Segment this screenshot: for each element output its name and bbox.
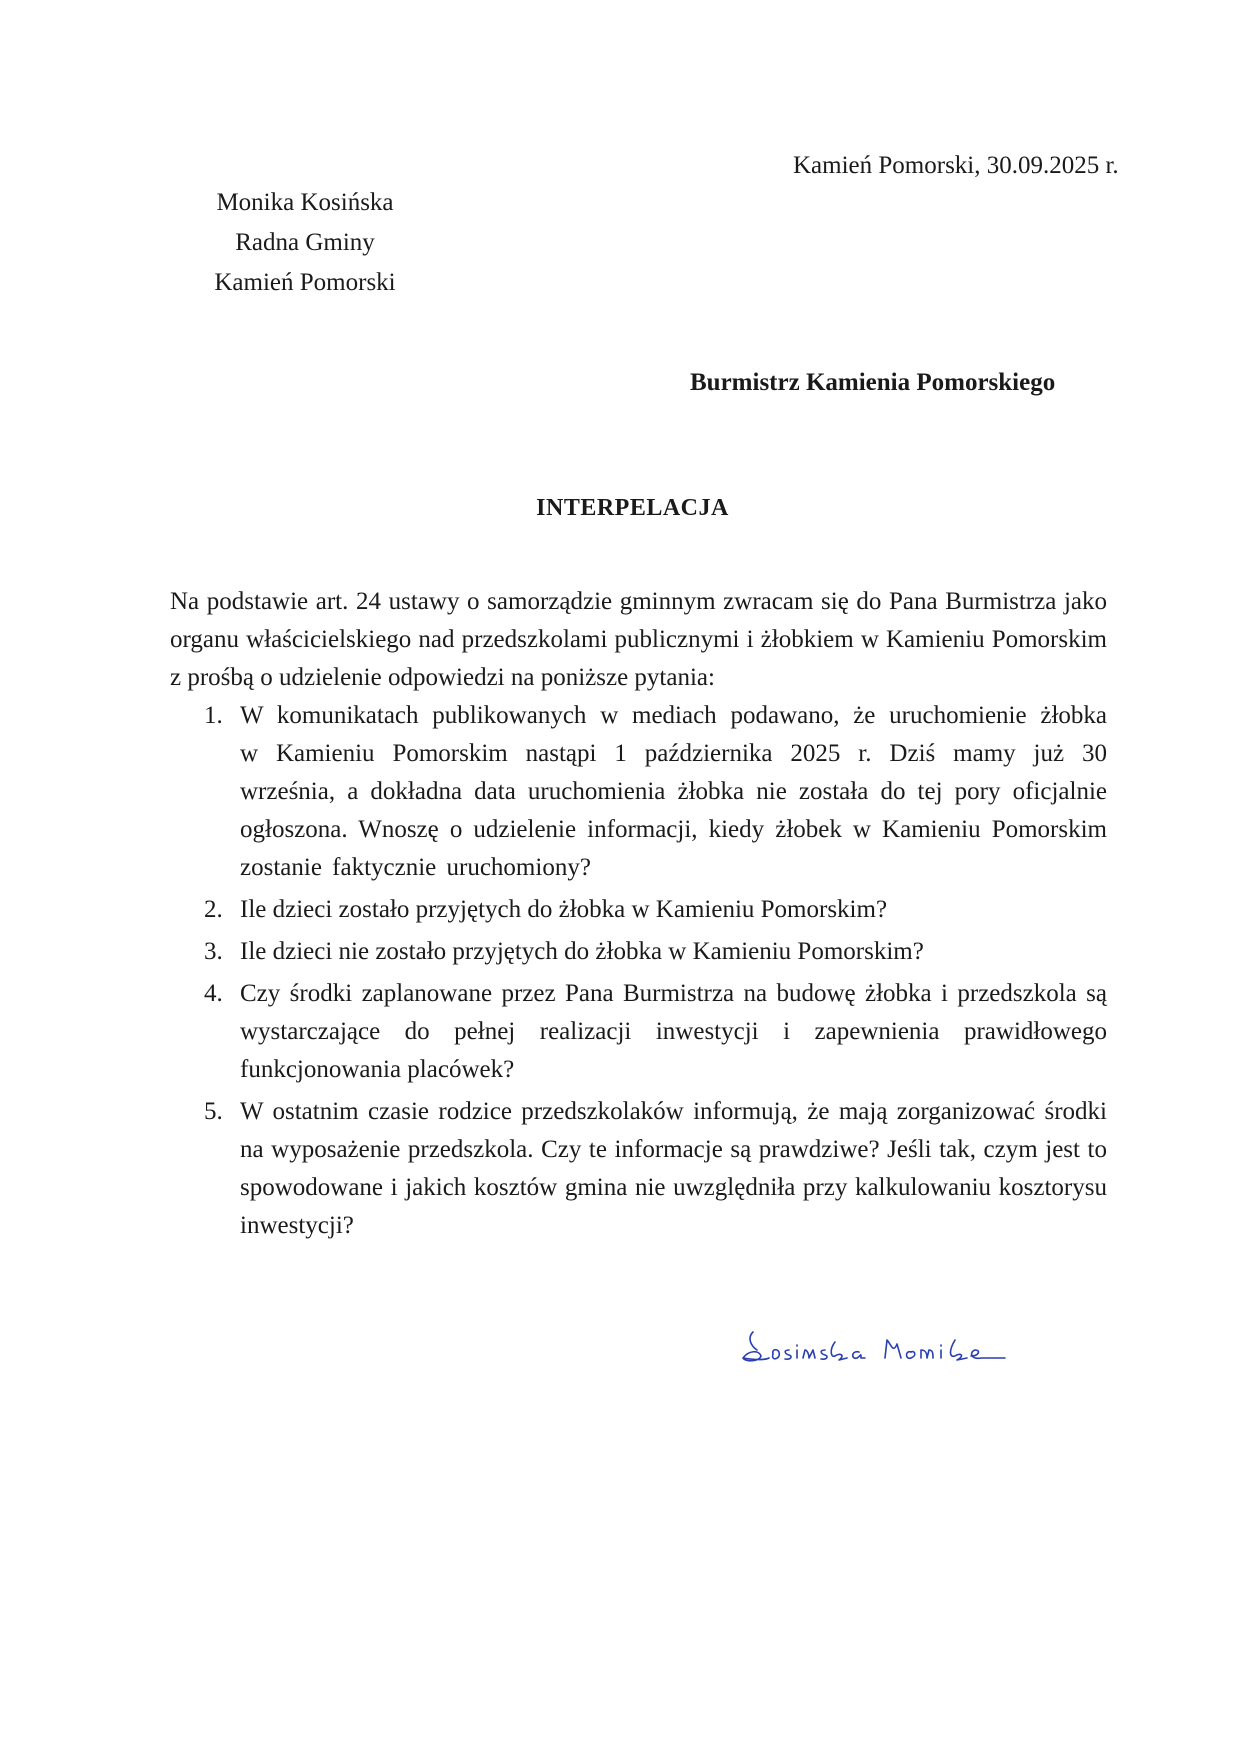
- signature-stroke: [853, 1352, 865, 1359]
- document-title: INTERPELACJA: [536, 495, 729, 521]
- intro-paragraph: Na podstawie art. 24 ustawy o samorządzie gminnym zwracam się do Pana Burmistrza jako organu właścicielskiego nad przedszkolami publicznymi i żłobkiem w Kamieniu Pomorskim z prośbą o udzielenie odpowiedzi na poniższe pytania:: [170, 588, 1107, 691]
- question-item: [170, 891, 1107, 929]
- recipient: Burmistrz Kamienia Pomorskiego: [690, 369, 1056, 396]
- question-number: 4.: [204, 980, 223, 1007]
- sender-role: Radna Gminy: [235, 229, 375, 256]
- question-item: [170, 1093, 1107, 1245]
- sender-place: Kamień Pomorski: [214, 269, 396, 296]
- signature-stroke: [803, 1350, 815, 1358]
- question-text: W ostatnim czasie rodzice przedszkolaków informują, że mają zorganizować środki na wyposażenie przedszkola. Czy te informacje są prawdziwe? Jeśli tak, czym jest to spowodowane i jakich kosztów gmina nie uwzględniła przy kalkulowaniu kosztorysu inwestycji?: [240, 1098, 1107, 1239]
- question-item: [170, 697, 1107, 887]
- place-and-date: Kamień Pomorski, 30.09.2025 r.: [793, 152, 1119, 179]
- question-number: 2.: [204, 896, 223, 923]
- signature-stroke: [885, 1340, 901, 1358]
- question-number: 5.: [204, 1098, 223, 1125]
- sender-block: [195, 183, 415, 303]
- questions-list: [170, 697, 1107, 1245]
- signature-stroke: [785, 1350, 791, 1359]
- signature-stroke: [951, 1340, 968, 1360]
- signature-stroke: [821, 1350, 827, 1359]
- signature-stroke: [971, 1350, 1005, 1358]
- question-number: 1.: [204, 702, 223, 729]
- signature-stroke: [907, 1352, 915, 1359]
- question-text: Ile dzieci zostało przyjętych do żłobka w Kamieniu Pomorskim?: [240, 896, 888, 923]
- question-text: Ile dzieci nie zostało przyjętych do żłobka w Kamieniu Pomorskim?: [240, 938, 924, 965]
- question-text: Czy środki zaplanowane przez Pana Burmistrza na budowę żłobka i przedszkola są wystarczające do pełnej realizacji inwestycji i zapewnienia prawidłowego funkcjonowania placówek?: [240, 980, 1107, 1083]
- signature-stroke: [743, 1332, 769, 1361]
- signature-stroke: [921, 1350, 933, 1358]
- handwritten-signature: [735, 1320, 1035, 1370]
- question-number: 3.: [204, 938, 223, 965]
- signature-stroke: [831, 1342, 847, 1360]
- question-item: [170, 975, 1107, 1089]
- document-body: [170, 583, 1107, 1249]
- question-item: [170, 933, 1107, 971]
- question-text: W komunikatach publikowanych w mediach podawano, że uruchomienie żłobka w Kamieniu Pomorskim nastąpi 1 października 2025 r. Dziś mamy już 30 września, a dokładna data uruchomienia żłobka nie została do tej pory oficjalnie ogłoszona. Wnoszę o udzielenie informacji, kiedy żłobek w Kamieniu Pomorskim zostanie faktycznie uruchomiony?: [240, 702, 1107, 881]
- signature-stroke: [773, 1350, 780, 1359]
- sender-name: Monika Kosińska: [216, 189, 394, 216]
